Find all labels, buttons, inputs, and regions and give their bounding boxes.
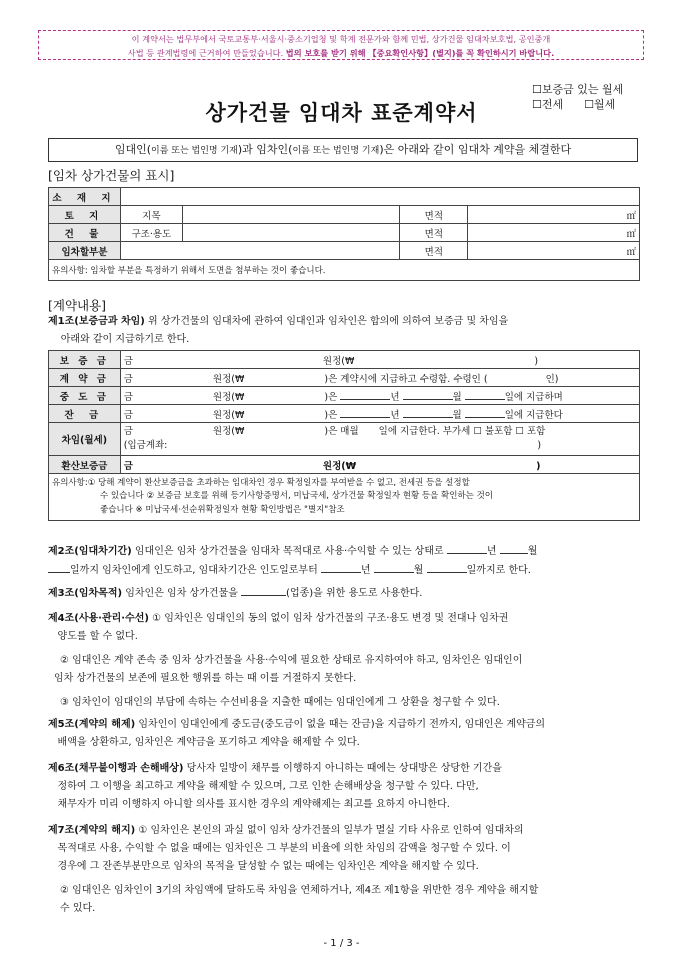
article-2: 제2조(임대차기간) 임대인은 임차 상가건물을 임대차 목적대로 사용·수익할 수 있는 상태로 년 월 일까지 임차인에게 인도하고, 임대차기간은 인도일로부터 년 월 일까지로 한다.: [48, 542, 640, 580]
label-building-type: 구조·용도: [120, 224, 182, 242]
document-title: 상가건물 임대차 표준계약서: [205, 101, 478, 125]
article-3: 제3조(임차목적) 임차인은 임차 상가건물을 (업종)을 위한 용도로 사용한다.: [48, 584, 640, 603]
label-location: 소 재 지: [49, 188, 121, 206]
section-property-heading: [임차 상가건물의 표시]: [48, 168, 175, 183]
article-4-title: 제4조(사용·관리·수선): [48, 613, 149, 624]
label-balance-payment: 잔 금: [49, 405, 121, 423]
leased-part-field[interactable]: [120, 242, 399, 260]
building-type-field[interactable]: [182, 224, 400, 242]
contract-intro: 임대인(이름 또는 법인명 기재)과 임차인(이름 또는 법인명 기재)은 아래와 같이 임대차 계약을 체결한다: [48, 138, 638, 162]
label-leased-part: 임차할부분: [49, 242, 121, 260]
label-land-area: 면적: [400, 206, 468, 224]
label-contract-payment: 계 약 금: [49, 369, 121, 387]
label-land-type: 지목: [120, 206, 182, 224]
leased-area-field[interactable]: ㎡: [468, 242, 640, 260]
property-note: 유의사항: 임차할 부분을 특정하기 위해서 도면을 첨부하는 것이 좋습니다.: [49, 260, 640, 281]
notice-line-2: 사법 등 관계법령에 근거하여 만들었습니다. 법의 보호를 받기 위해 【중요확인사항】(별지)를 꼭 확인하시기 바랍니다.: [127, 48, 555, 58]
article-2-title: 제2조(임대차기간): [48, 546, 132, 557]
notice-line-1: 이 계약서는 법무부에서 국토교통부·서울시·중소기업청 및 학계 전문가와 함께 민법, 상가건물 임대차보호법, 공인중개: [131, 34, 551, 44]
notice-emphasis: 법의 보호를 받기 위해 【중요확인사항】(별지)를 꼭 확인하시기 바랍니다.: [285, 48, 555, 58]
label-rent: 차임(월세): [49, 423, 121, 456]
account-label: (입금계좌:: [123, 440, 168, 451]
option-monthly[interactable]: ☐월세: [584, 98, 616, 111]
contract-payment-field[interactable]: 금 원정(₩ )은 계약시에 지급하고 수령함. 수령인 ( 인): [120, 369, 639, 387]
article-5: 제5조(계약의 해제) 임차인이 임대인에게 중도금(중도금이 없을 때는 잔금)을 지급하기 전까지, 임대인은 계약금의 배액을 상환하고, 임차인은 계약금을 포기하고 계약을 해제할 수 있다.: [48, 719, 546, 748]
building-area-field[interactable]: ㎡: [468, 224, 640, 242]
label-building-area: 면적: [400, 224, 468, 242]
article-5-title: 제5조(계약의 해제): [48, 719, 136, 730]
article-6: 제6조(채무불이행과 손해배상) 당사자 일방이 채무를 이행하지 아니하는 때에는 상대방은 상당한 기간을 정하여 그 이행을 최고하고 계약을 해제할 수 있으며, 그로 인한 손해배상을 청구할 수 있다. 다만, 채무자가 미리 이행하지 아니할 의사를 표시한 경우의 계약해제는 최고를 요하지 아니한다.: [48, 763, 502, 810]
label-middle-payment: 중 도 금: [49, 387, 121, 405]
label-building: 건 물: [49, 224, 121, 242]
option-jeonse[interactable]: ☐전세: [532, 98, 564, 111]
deposit-field[interactable]: 금 원정(₩ ): [120, 351, 639, 369]
article-7-title: 제7조(계약의 해지): [48, 825, 136, 836]
middle-payment-field[interactable]: 금 원정(₩ )은 년 월 일에 지급하며: [120, 387, 639, 405]
page-number: - 1 / 3 -: [323, 938, 360, 949]
article-4: 제4조(사용·관리·수선) ① 임차인은 임대인의 동의 없이 임차 상가건물의 구조·용도 변경 및 전대나 임차권 양도를 할 수 없다. ② 임대인은 계약 존속 중 임차 상가건물을 사용·수익에 필요한 상태로 유지하여야 하고, 임차인은 임대인이 임차 상가건물의 보존에 필요한 행위를 하는 때 이를 거절하지 못한다. ③ 임차인이 임대인의 부담에 속하는 수선비용을 지출한 때에는 임대인에게 그 상환을 청구할 수 있다.: [48, 613, 523, 708]
article-1: 제1조(보증금과 차임) 위 상가건물의 임대차에 관하여 임대인과 임차인은 합의에 의하여 보증금 및 차임을 아래와 같이 지급하기로 한다.: [48, 316, 509, 345]
article-3-title: 제3조(임차목적): [48, 588, 123, 599]
article-1-title: 제1조(보증금과 차임): [48, 316, 145, 327]
payment-note: 유의사항:① 당해 계약이 환산보증금을 초과하는 임대차인 경우 확정일자를 부여받을 수 없고, 전세권 등을 설정할 수 있습니다 ② 보증금 보호를 위해 등기사항증명서, 미납국세, 상가건물 확정일자 현황 등을 확인하는 것이 좋습니다 ※ 미납국세·선순위확정일자 현황 확인방법은 "별지"참조: [49, 474, 640, 521]
land-area-field[interactable]: ㎡: [468, 206, 640, 224]
land-type-field[interactable]: [182, 206, 400, 224]
article-6-title: 제6조(채무불이행과 손해배상): [48, 763, 184, 774]
legal-notice-box: [38, 30, 644, 60]
label-leased-area: 면적: [400, 242, 468, 260]
article-7: 제7조(계약의 해지) ① 임차인은 본인의 과실 없이 임차 상가건물의 일부가 멸실 기타 사유로 인하여 임대차의 목적대로 사용, 수익할 수 없을 때에는 임차인은 그 부분의 비율에 의한 차임의 감액을 청구할 수 있다. 이 경우에 그 잔존부분만으로 임차의 목적을 달성할 수 없는 때에는 임차인은 계약을 해지할 수 있다. ② 임대인은 임차인이 3기의 차임액에 달하도록 차임을 연체하거나, 제4조 제1항을 위반한 경우 계약을 해지할 수 있다.: [48, 825, 539, 914]
location-field[interactable]: [120, 188, 639, 206]
label-deposit: 보 증 금: [49, 351, 121, 369]
property-table: [48, 187, 640, 281]
converted-deposit-field[interactable]: 금 원정(₩ ): [120, 456, 639, 474]
payment-table: [48, 350, 640, 521]
label-converted-deposit: 환산보증금: [49, 456, 121, 474]
label-land: 토 지: [49, 206, 121, 224]
section-contract-heading: [계약내용]: [48, 298, 107, 313]
balance-payment-field[interactable]: 금 원정(₩ )은 년 월 일에 지급한다: [120, 405, 639, 423]
option-deposit-monthly[interactable]: ☐보증금 있는 월세: [532, 83, 624, 96]
rent-field[interactable]: 금 원정(₩ )은 매월 일에 지급한다. 부가세 ☐ 불포함 ☐ 포함 (입금계좌: ): [120, 423, 639, 456]
